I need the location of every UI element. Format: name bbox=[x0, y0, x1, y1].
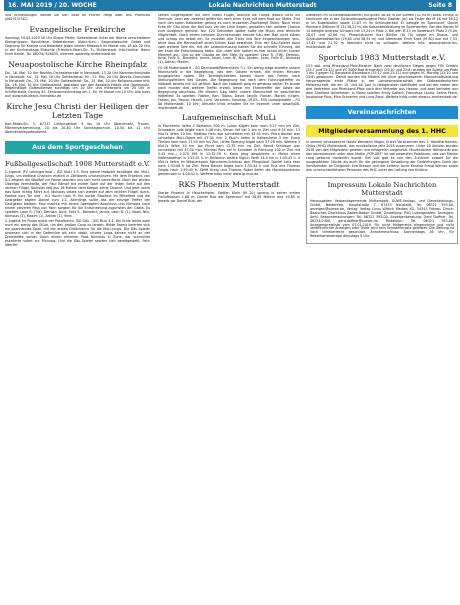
heading-rks-phoenix: RKS Phoenix Mutterstadt bbox=[178, 179, 280, 189]
article-rks-continued: wiederum im Schleuderballwerfen mit guten 56,48 m vor Steffen (52,94 m) blieb. Erneut in Hochform die in der Schleudersportjugend Pfalz: Bastian (m) als Erster der M 16 mit 16,12 m im Kugelstoßen sowie 11,67 m im Schleuderball. Er belegte im Speerwurf, Daniel Reinhard (Männer M 15) 38,21 m, die Saisonbestleistung im Speerwerfen. Bei den Herren M 14 belegte Andreas Schwarz mit 13,24 m Platz 2. Bei den M 15 im Speerwurf: Platz 2 (9,09; 28,07 und 42,66 m). Pheonixtrainer Kurt Böttler (M 70) siegte im Diskus- und Schleuderballwerfen (29,65 und 36,91 m) und Altmeister Erich Kreit (M 80) war mit 7,53, 17,42 und 21,70 m ebenfalls nicht zu schlagen. Weitere Info: www.phoenix-rks-mutterstadt.de bbox=[306, 14, 458, 49]
column-middle bbox=[158, 14, 300, 602]
article-laufgemeinschaft: In Mannheim liefen 2 Bambinis 500 m. Lukas Kügler kam nach 3:27 min ins Ziel, Schwester Julia folgte nach 5:46 min. Simon lief bei 2 km in Ziel und 9:34 min. 13 MuLi's liefen 10 km. Mathias Hein war schnellster mit 41:45 min. Petra Becker war schnellste MuLi-Dame mit 47:34 min. 2 MuLi's liefen in Hattersheim 5 km. Frank Theilen kam nach 21:55 min ins Ziel, Ulrike Opening folgte nach 27:28 min. Weitere 3 MuLi's liefen 10 km. Jan Ehret kam 12:35 min ins Ziel. Bernd Schlosser war schnellster mit 47:30 min. Michael Ries lief in Schotten in Richtung 100 m Ziel mit 5:43 min.; 2,570 HM in 12:32:39 h. Karin Jeng absolvierte in Mainz einen Halbmarathon in 1:55:41 h. In Heilbronn walkte Sigrun Veith 14,4 km in 1:55:43 h. 4 MuLi's liefen im Wildparkpark Mannheim-Schönau den Pfingstlauf. Daniel Leitz kam nach 1:53:08 h ins Ziel. Petra Becker folgte nach 1:55:44 h und Tina und Thomas Geigle nach 1:59:45 h. Steffi Kreig und Thomas Robel liefen die Marathonstrecke gemeinsam in 4:20:52 h. Weitere Infos unter www.lg-muli.de bbox=[158, 124, 300, 176]
heading-kirche-jesu-christi: Kirche Jesu Christi der Heiligen der Letzten Tage bbox=[6, 102, 149, 121]
article-kirche-jesu-christi: Karl-Räder-Str. 5, 67117 Limburgerhof: 9 bis 10 Uhr Abendmahl, Frauen, Männerversammlung, 10 bis 10.40 Uhr Sonntagsschule, 10.50 bis 12 Uhr Abendmahlsgottesdienst. bbox=[5, 122, 150, 135]
heading-sportclub-1983: Sportclub 1983 Mutterstadt e.V. bbox=[318, 52, 446, 62]
article-evangelische-freikirche: Sonntag, 19.05.2019 10 Uhr Shape Pforte, Gottesdienst Unter der Woche verschiedene Kleingruppen: Hauskreise, Gebetskreise, Alpha-Kurs... Segensbesuche: Gebet und Segnung für Kranke und Belastete jeden letzten Mittwoch im Monat von 18 bis 20 Uhr in der Kirchenetage Rütschle (Friedrich-Ebert-Str. 3), Mutterstadt. Info-Hotline: Heinz Erich Bartel, Tel. 06234/ 928035, Internet: www.efg-mutterstadt.de bbox=[5, 35, 150, 56]
article-fussball-continued: seinen Gegenspieler auf dem linken Flügel, brachte die Flanke jedoch nicht ins Zentrum. Leon war zweimal gefährlich nach einer Ecke mit dem Kopf zur Stelle. Erst nach den tollen Halbzeiten gelang es nach eroberten Zweikampf Teilen. Nach einer Ecke für Gäu blieb der Ball kurz vor der Linie liegen, gestalten sich weitere Chance zum Ausgleich genutzt. Nur 120 Sekunden später hatte die MuLis eine ähnliche Möglichkeit. Nach einem heilosen Durcheinander konnte Gäu den Ball nicht klären und schoss ihn selbst ein. So mussten alle Tricks und Tore eingeschwungen sein, ohne dass die Mannschaft einen kühlen Kopf bewahrte. Eine der Gäu-Spieler dann zwei weitere Tore ein, mit der Lattenkreuzung hatten Sie die schnelle Führung, die am Ende die Entscheidung hatte. Alle unter sich hatten es hier schon einen kurzen Moment gut. Und so der Glaube an den Sieg. Es spielten: Leon R. (TW), Demian, Arne, Felix S., Benedict, Jannis, Noah, Leon N., Nils, Jayden, Leon, Felix B., Nicholas (1), Adrian, Maxim. bbox=[158, 14, 300, 65]
article-sportclub-1983: U13 wbl. wird Rheinland-Pfalz-Meister: Nach zwei deutlichen Siegen gegen FSV Dreibin (25:7 und 25:11) und VC 2000 Bad Kreuznach (25:10 und 25:8) wurden die Spiele um Platz 1 bis 3 gegen SC Ransbach-Baumbach (25:17 und 25:11) und gegen VC Mendig (25:10 und 25:6) gewonnen. Damit wurden die Mädels mit einer geschlossenen Mannschaftsleistung hervorragende erste Plätze in der Landesmeisterschaft der Südwestdeutschen Meisterschaft, die am 15. und 16. Juni in Heiligenstein stattfindet und bei der neben den drei Vertretern aus Rheinland-Pfalz noch drei Vertreter aus Hessen und zwei Vertreter aus dem Saarland teilnehmen. In Mainz spielten Emily Gallant, Francesca Lauria, Selina Petca, Jacqueline Paus, Mira Schramm und Luna Zapp. Weitere Infos unter www.sc-mutterstadt.de bbox=[306, 63, 458, 100]
heading-neuapostolische-kirche: Neuapostolische Kirche Rheinpfalz bbox=[8, 59, 147, 69]
column-right bbox=[306, 14, 458, 602]
impressum-text: Herausgeber: Verbandsgemeinde Mutterstadt, SÜWE-Verlags- und Dienstleistungs-GmbH, Neidenfels, Hauptstraße 7, 67433 Neustadt, Tel. 06321 393-00, anzeigen@suewe.de, Verlag: Verlag Linus Wittich Medien KG, 54343 Föhren. Druck: Badisches Druckhaus Baden-Baden GmbH, Zustellung: PVG Ludwigshafen. Anzeigen: Amtl. Bekanntmachungen: Tel. 06321 393-00. Anzeigenberatung: Gerd Daffner, Tel. 06234/2400, gerd.daffner@suewe.de. Redaktion: Tel. 06321 393-00. Anzeigenpreisliste vom 01.01.2019. Für nicht fristgerecht eingereichte und nicht veröffentlichte Anzeigen oder Texte wird kein Schadenersatz geleistet. Die Zeitung ist nach Urheberrecht geschützt. Annahmeschluss: Donnerstags 16 Uhr, für Redaktionsbeiträge dienstags 9 Uhr. bbox=[310, 198, 454, 239]
header-date: 16. MAI 2019 / 20. WOCHE bbox=[8, 1, 97, 9]
heading-impressum: Impressum Lokale Nachrichten Mutterstadt bbox=[327, 180, 437, 197]
header-title: Lokale Nachrichten Mutterstadt bbox=[208, 1, 317, 9]
section-band-vereinsnachrichten: Vereinsnachrichten bbox=[306, 106, 458, 119]
article-rks-phoenix: Starke Phoenix in Heuchelheim: Steffen Klein (M 20) sprang in seiner ersten Freiluftsaison 1,88 m, Daniel Bub der Speerwurf mit 28,85 Metern und 19,85 m Jeweils vor Daniel Bub, der bbox=[158, 190, 300, 203]
heading-fussballgesellschaft: Fußballgesellschaft 1908 Mutterstadt e.V. bbox=[5, 160, 150, 169]
article-continuation: und Anmeldungen wende sie sich bitte an Pfarrer Hergl oder ans Pfarrbüro (06231/5742). bbox=[5, 14, 150, 21]
page-header bbox=[4, 0, 456, 11]
column-left bbox=[5, 14, 150, 602]
heading-laufgemeinschaft: Laufgemeinschaft MuLi bbox=[181, 113, 277, 123]
heading-evangelische-freikirche: Evangelische Freikirche bbox=[29, 24, 126, 34]
article-neuapostolische-kirche: Do., 16. Mai, 10 Uhr Bezirks-Orchesterprobe in Neustadt, 13.30 Uhr Kammerchorprobe in Neustadt; So., 19. Mai, 10 Uhr Gottesdienst; Mi., 22. Mai, 20 Uhr Bezirks-Chorprobe in Neustadt; Do., 23. Mai, 20 Uhr Gottesdienst; Sa., 25. Mai, 10 Uhr Religionsunterricht; So., 26. Mai, 10 Uhr Gottesdienst, gestalten von den Apostein Haeck und Opelenpolz. Regelmäßige Gottesdienste sonntags um 10 Uhr und mittwochs um 20 Uhr in Schifferstadt, Ostring 67. Seniorennachmittag am 1. Mi. im Monat um 15 Uhr. Alle Infos auf: www.nak-bezirk-rheinpfalz.de bbox=[5, 70, 150, 99]
article-fussball-c-jugend-2: C-Jugend: Im Finale platzt der Pokaltraum. JSG Gäu – JSG MuLi 4:1. Am Ende fehlte wohl auch ein wenig das Glück, um den großen Coup zu landen. Beide Teams lieferten sich ein spannendes Spiel, mit der ersten Großchance für die MuLi-Jungs. Die Gäu-Spieler erwiesen sich in der Defensive als sehr stabil, unsere jungs kamen nicht an der Dreierkette vorbei. Nach einem eleveren Pass Nicholas in Zone, der schnellste eskalierte sofort zur Führung. Und die Gäu-Spieler setzten sich bereitgestellt, Felix überlief bbox=[5, 219, 150, 247]
header-page-number: Seite 8 bbox=[428, 1, 452, 9]
heading-mitgliederversammlung: Mitgliederversammlung des 1. HHC bbox=[306, 125, 458, 137]
impressum-box bbox=[306, 177, 458, 244]
section-band-sport: Aus dem Sportgeschehen bbox=[5, 141, 150, 154]
article-fussball-fg08: FG 08 Mutterstadt II – SG Dannstadt/Rödersheim 7:1. Ein wenig träge startete unsere Mannschaft in die Begegnung, das den Gästen erhielt, die ersten Minuten ausgeglichen halten. Die Tormöglichkeiten kamen durch das Fehlen nach Stellungsfehlern des Gastes. Die Begegnung hat nach dem Führungstreffer zu Halbzeit bereits mit 4:0 geführt. Nach der Halbzeit ging es genauso weiter. Es wurde noch munter drei weitere Treffer erzielt, bevor ein Ehrentreffer der Gäste die Begegnung abschloss. Mit diesem Sieg steht unsere Mannschaft im gesicherten Mittelfeld. Es spielten: Fabian, Ron, Tobias, David, Jannik, Florian, Marcel, Jürgen, Fabian, Jan, Pascal, Henrik, Luca. Vorschau: Sonntag, 19.05., ESV Ludwigshafen – FG 08 Mutterstadt, 10 Uhr; Aktuelle Infos erhalten Sie im Internet unter www.fg08-mutterstadt.de bbox=[158, 65, 300, 110]
article-fussball-c-jugend-1: C-Jugend: JFV Leiningerland – JSG MuLi 1:5. Eine ganze Halbzeit benötigte der MuLi-Jungs, um endlose Chancen endlich in Zählbares umzumünzen. Mit dem Ergebnis von 0:2 zeigten die Wodäpf zur Pause standen uns sich nicht vereinfacht. Nach der letzten Oberliga Vermittelte, der Paul Kämpf mit einem Spiel auf der linken Seite auf den rechten Flügel, Nicholas ließ aus 16 Metern dem Keeper keine Chance. Und jetzt nahm das Spiel richtig Fahrt auf. Nicholas setzte sich wieder auf dem rechten Flügel durch, flankte vors Tor und - 0:2 durch Leon R. Ein kurzer Blackout im Mittelfeld und die Gastgeber sagten Danke zum 1:2. Allerdings sollte das der einzige Treffer der Gastgeber bleiben. Max machte mit einem überlegten Abschluss und Nicholas nach einem cleveren Pass von Yann sorgten für die Entscheidung zugunsten der Gäste. Es spielten: Leon R. (TW), Demian, Arne, Felix S., Benedict, Jannis, Leon N. (1), Noah, Nils, Nicholas (2), Maxim (1), Adrian (1), Yann. bbox=[5, 170, 150, 218]
article-mitgliederversammlung: In seinem Jahresbericht fasste Wendelin Magin, Erster Vorsitzender des 1. Handharmonika-Clubs (HHC) Mutterstadt, das musikalische Jahr 2018 zusammen. Unter 20 Aktiven wurden 2018 von den Mitgliedern gelesen und erfolgreich umgesetzt. Musikalischer Höhepunkt war das Jahreskonzert unter dem Motto „POP-ART“ im voll besetzten Palatinum, das von Marion Lang gekonnt moderiert wurde. Viel Lob gab es von den Zuhörern sowohl für die ausgewählten Stücke als auch für die gelungene Gestaltung der Darbietungen. Dank der Vorsitzenden an Dirigentin Eva Bressie und der Leiterin Anne Kristina Franzl-Werner sowie den unterschiedlichsten Personen des HHC unter der Leitung von Kristina bbox=[306, 140, 458, 172]
